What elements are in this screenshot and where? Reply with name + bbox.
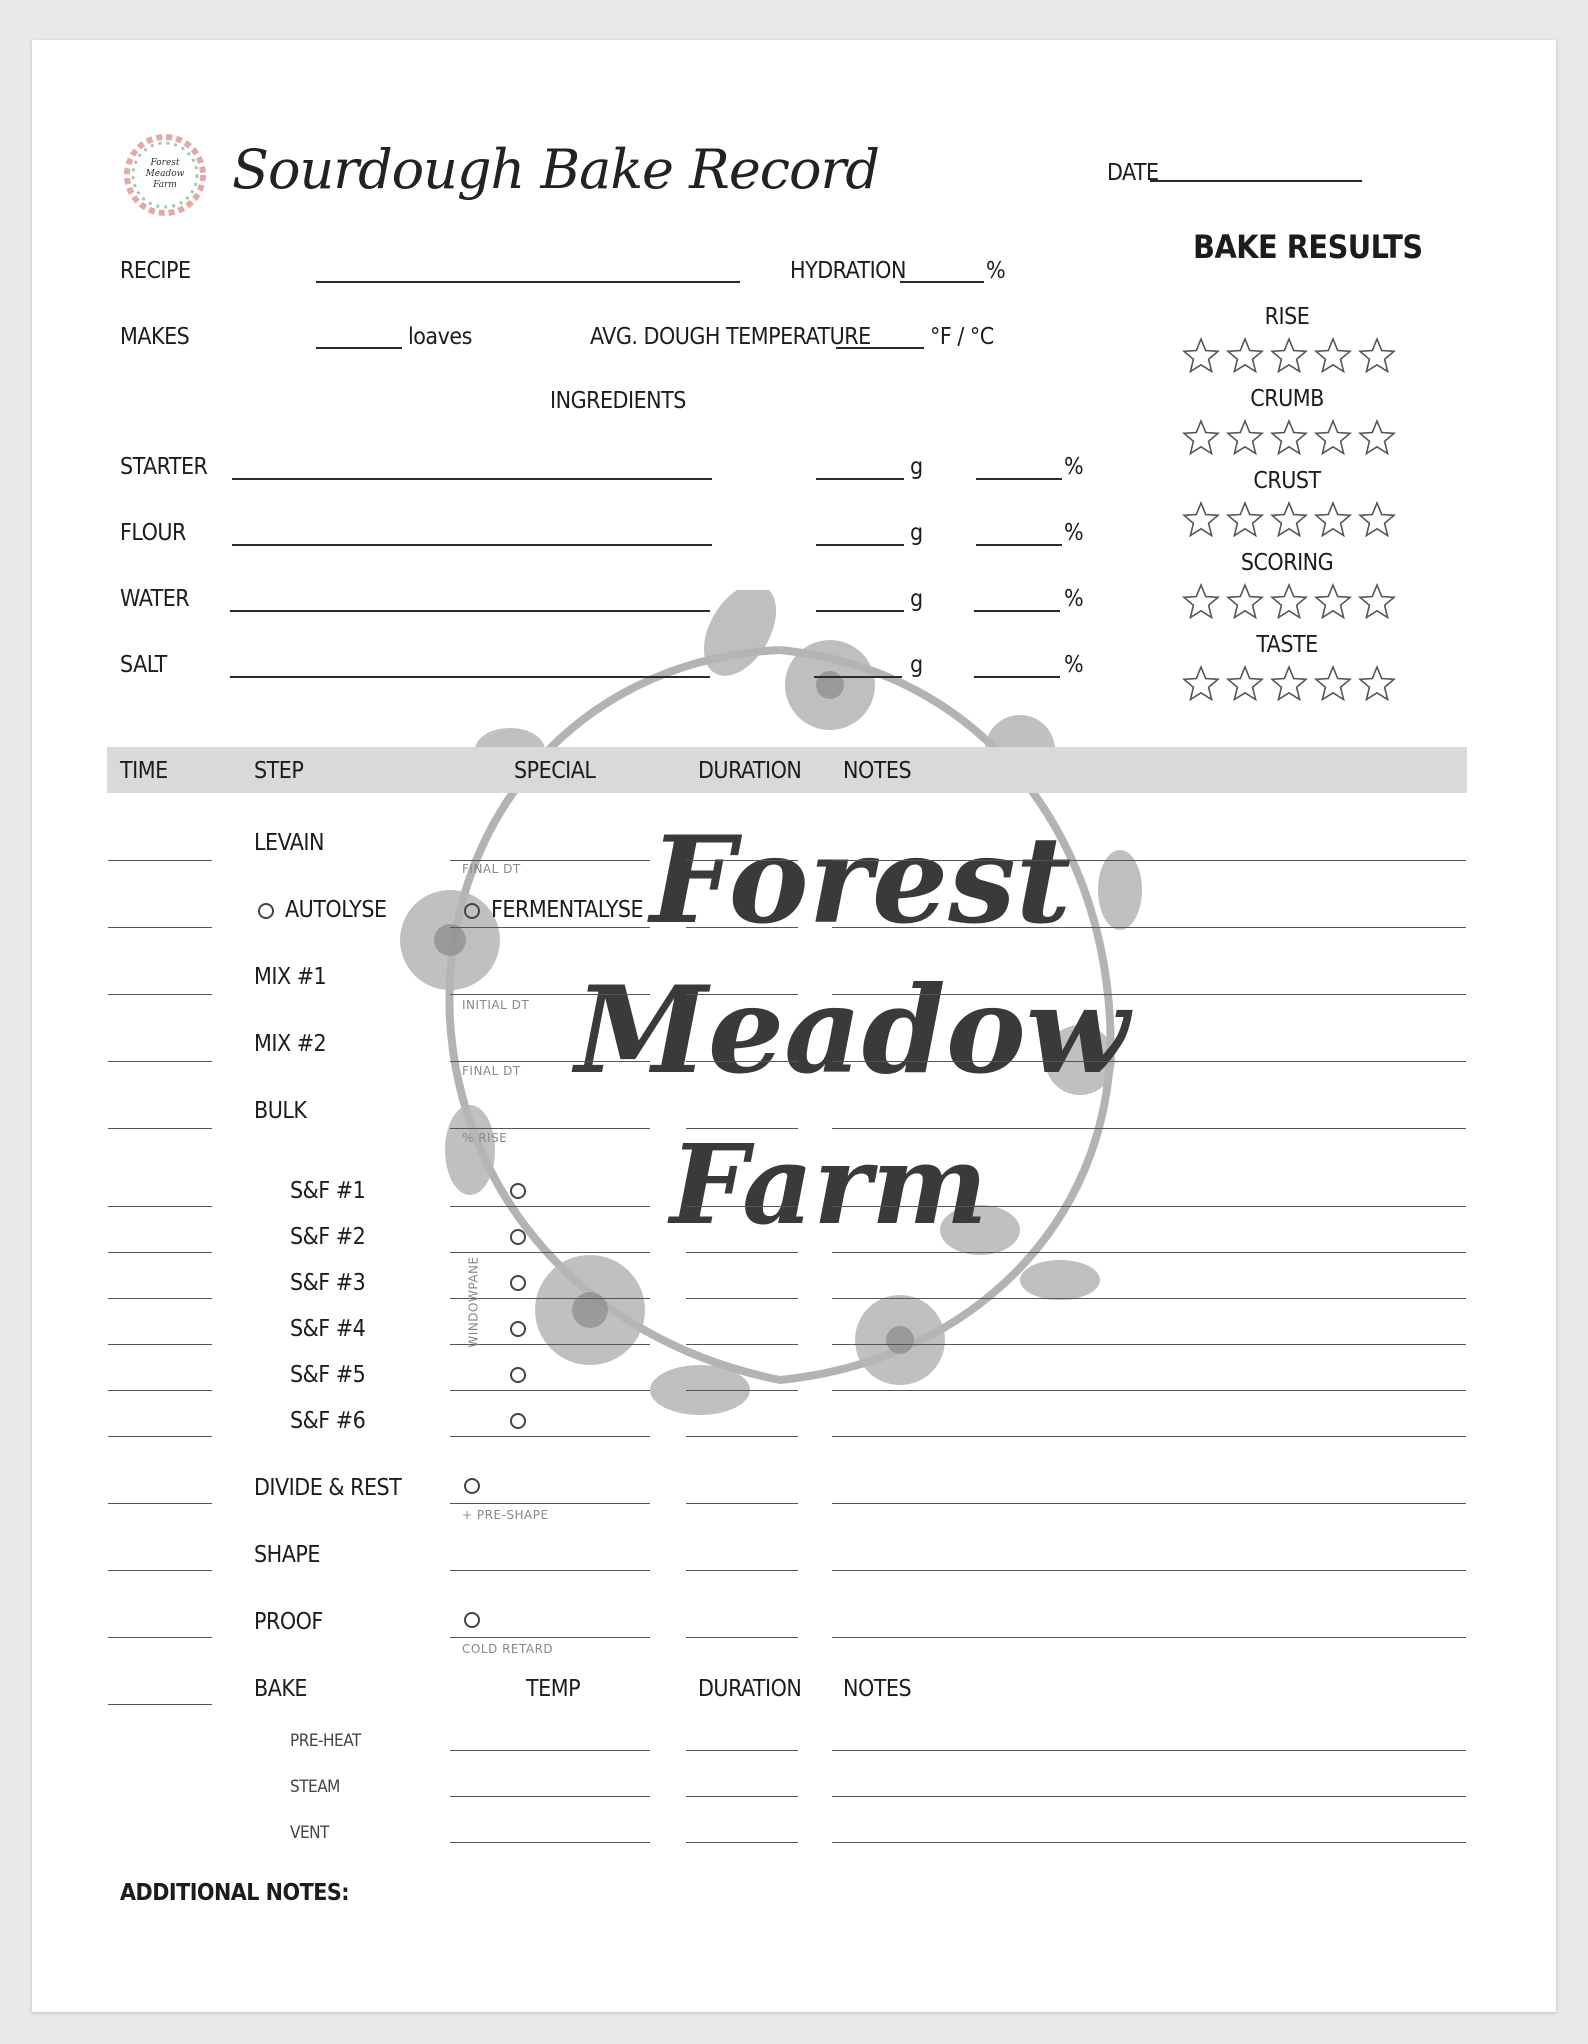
star-icon[interactable] (1313, 500, 1353, 540)
step-sf: S&F #2 (290, 1224, 366, 1250)
time-field[interactable] (108, 1570, 212, 1571)
notes-field[interactable] (832, 1390, 1466, 1391)
duration-field[interactable] (686, 1796, 798, 1797)
grams-unit: g (910, 520, 923, 546)
time-field[interactable] (108, 1637, 212, 1638)
star-icon[interactable] (1225, 500, 1265, 540)
col-duration: DURATION (698, 758, 802, 784)
star-icon[interactable] (1181, 418, 1221, 458)
notes-field[interactable] (832, 1503, 1466, 1504)
pct-unit: % (1064, 586, 1084, 612)
recipe-field[interactable] (316, 281, 740, 283)
notes-field[interactable] (832, 860, 1466, 861)
rating-stars-crumb (1181, 418, 1397, 458)
hydration-unit: % (986, 258, 1006, 284)
star-icon[interactable] (1225, 336, 1265, 376)
fermentalyse-checkbox[interactable] (464, 903, 480, 919)
duration-field[interactable] (686, 1637, 798, 1638)
special-field[interactable] (450, 1503, 650, 1504)
levain-note: FINAL DT (462, 862, 521, 876)
hydration-label: HYDRATION (790, 258, 906, 284)
grams-unit: g (910, 454, 923, 480)
ingredient-grams-field[interactable] (816, 610, 904, 612)
step-divide: DIVIDE & REST (254, 1475, 402, 1501)
windowpane-checkbox[interactable] (510, 1367, 526, 1383)
ingredient-pct-field[interactable] (976, 478, 1062, 480)
rating-label-rise: RISE (1264, 304, 1310, 330)
windowpane-checkbox[interactable] (510, 1413, 526, 1429)
bake-results-heading: BAKE RESULTS (1193, 228, 1423, 266)
star-icon[interactable] (1357, 418, 1397, 458)
ingredient-name-field[interactable] (230, 676, 710, 678)
special-field[interactable] (450, 994, 650, 995)
ingredient-name-field[interactable] (232, 478, 712, 480)
ingredient-grams-field[interactable] (816, 478, 904, 480)
ingredient-label: FLOUR (120, 520, 186, 546)
notes-field[interactable] (832, 927, 1466, 928)
time-field[interactable] (108, 1503, 212, 1504)
duration-field[interactable] (686, 1252, 798, 1253)
pct-unit: % (1064, 520, 1084, 546)
avg-temp-field[interactable] (836, 347, 924, 349)
time-field[interactable] (108, 1436, 212, 1437)
ingredient-name-field[interactable] (232, 544, 712, 546)
windowpane-checkbox[interactable] (510, 1275, 526, 1291)
temp-field[interactable] (450, 1842, 650, 1843)
step-sf: S&F #3 (290, 1270, 366, 1296)
step-sf: S&F #1 (290, 1178, 366, 1204)
bake-col-duration: DURATION (698, 1676, 802, 1702)
duration-field[interactable] (686, 1128, 798, 1129)
avg-temp-label: AVG. DOUGH TEMPERATURE (590, 324, 871, 350)
special-field[interactable] (450, 1570, 650, 1571)
makes-unit: loaves (408, 324, 472, 350)
ingredient-pct-field[interactable] (974, 610, 1060, 612)
special-field[interactable] (450, 927, 650, 928)
rating-label-crumb: CRUMB (1250, 386, 1324, 412)
duration-field[interactable] (686, 1750, 798, 1751)
rating-stars-scoring (1181, 582, 1397, 622)
mix1-note: INITIAL DT (462, 998, 530, 1012)
step-bake: BAKE (254, 1676, 307, 1702)
date-label: DATE (1107, 160, 1159, 186)
duration-field[interactable] (686, 994, 798, 995)
time-field[interactable] (108, 927, 212, 928)
hydration-field[interactable] (900, 281, 984, 283)
duration-field[interactable] (686, 1503, 798, 1504)
notes-field[interactable] (832, 1796, 1466, 1797)
star-icon[interactable] (1313, 664, 1353, 704)
step-bulk: BULK (254, 1098, 307, 1124)
time-field[interactable] (108, 1390, 212, 1391)
date-field[interactable] (1150, 180, 1362, 182)
ingredient-pct-field[interactable] (974, 676, 1060, 678)
grams-unit: g (910, 586, 923, 612)
star-icon[interactable] (1225, 418, 1265, 458)
rating-stars-taste (1181, 664, 1397, 704)
cold-retard-checkbox[interactable] (464, 1612, 480, 1628)
duration-field[interactable] (686, 1390, 798, 1391)
col-time: TIME (120, 758, 168, 784)
time-field[interactable] (108, 1298, 212, 1299)
ingredient-grams-field[interactable] (814, 676, 902, 678)
notes-field[interactable] (832, 1570, 1466, 1571)
notes-field[interactable] (832, 1061, 1466, 1062)
special-field[interactable] (450, 860, 650, 861)
rating-label-crust: CRUST (1253, 468, 1321, 494)
special-field[interactable] (450, 1436, 650, 1437)
notes-field[interactable] (832, 1842, 1466, 1843)
step-levain: LEVAIN (254, 830, 324, 856)
duration-field[interactable] (686, 1436, 798, 1437)
windowpane-checkbox[interactable] (510, 1321, 526, 1337)
pct-unit: % (1064, 454, 1084, 480)
step-proof: PROOF (254, 1609, 323, 1635)
duration-field[interactable] (686, 927, 798, 928)
temp-field[interactable] (450, 1750, 650, 1751)
mix2-note: FINAL DT (462, 1064, 521, 1078)
ingredient-pct-field[interactable] (976, 544, 1062, 546)
special-field[interactable] (450, 1252, 650, 1253)
ingredients-heading: INGREDIENTS (550, 388, 686, 414)
autolyse-checkbox[interactable] (258, 903, 274, 919)
notes-field[interactable] (832, 1252, 1466, 1253)
notes-field[interactable] (832, 1206, 1466, 1207)
ingredient-name-field[interactable] (230, 610, 710, 612)
duration-field[interactable] (686, 1298, 798, 1299)
bake-row-label: STEAM (290, 1777, 340, 1797)
temp-field[interactable] (450, 1796, 650, 1797)
time-field[interactable] (108, 994, 212, 995)
additional-notes-label: ADDITIONAL NOTES: (120, 1880, 350, 1906)
windowpane-checkbox[interactable] (510, 1183, 526, 1199)
star-icon[interactable] (1357, 582, 1397, 622)
watermark-line-2: Meadow (575, 960, 1130, 1101)
time-field[interactable] (108, 1344, 212, 1345)
logo-text: Forest Meadow Farm (145, 158, 185, 190)
col-step: STEP (254, 758, 304, 784)
bake-col-notes: NOTES (843, 1676, 912, 1702)
bulk-note: % RISE (462, 1131, 508, 1145)
star-icon[interactable] (1357, 500, 1397, 540)
time-field[interactable] (108, 1206, 212, 1207)
notes-field[interactable] (832, 994, 1466, 995)
star-icon[interactable] (1269, 418, 1309, 458)
star-icon[interactable] (1269, 336, 1309, 376)
time-field[interactable] (108, 1704, 212, 1705)
duration-field[interactable] (686, 1344, 798, 1345)
special-field[interactable] (450, 1390, 650, 1391)
duration-field[interactable] (686, 1061, 798, 1062)
time-field[interactable] (108, 860, 212, 861)
notes-field[interactable] (832, 1436, 1466, 1437)
star-icon[interactable] (1225, 664, 1265, 704)
star-icon[interactable] (1313, 582, 1353, 622)
step-sf: S&F #4 (290, 1316, 366, 1342)
special-field[interactable] (450, 1061, 650, 1062)
col-special: SPECIAL (514, 758, 596, 784)
bake-row-label: VENT (290, 1823, 329, 1843)
duration-field[interactable] (686, 1206, 798, 1207)
star-icon[interactable] (1313, 336, 1353, 376)
duration-field[interactable] (686, 1570, 798, 1571)
rating-stars-crust (1181, 500, 1397, 540)
duration-field[interactable] (686, 1842, 798, 1843)
makes-field[interactable] (316, 347, 402, 349)
pct-unit: % (1064, 652, 1084, 678)
step-sf: S&F #5 (290, 1362, 366, 1388)
time-field[interactable] (108, 1252, 212, 1253)
rating-stars-rise (1181, 336, 1397, 376)
makes-label: MAKES (120, 324, 190, 350)
watermark-line-1: Forest (650, 810, 1072, 951)
star-icon[interactable] (1357, 664, 1397, 704)
special-field[interactable] (450, 1206, 650, 1207)
windowpane-note: WINDOWPANE (466, 1256, 481, 1348)
ingredient-label: WATER (120, 586, 190, 612)
step-mix-2: MIX #2 (254, 1031, 327, 1057)
star-icon[interactable] (1313, 418, 1353, 458)
rating-label-scoring: SCORING (1240, 550, 1334, 576)
grams-unit: g (910, 652, 923, 678)
notes-field[interactable] (832, 1298, 1466, 1299)
star-icon[interactable] (1225, 582, 1265, 622)
star-icon[interactable] (1181, 336, 1221, 376)
ingredient-label: STARTER (120, 454, 208, 480)
ingredient-label: SALT (120, 652, 167, 678)
time-field[interactable] (108, 1128, 212, 1129)
proof-note: COLD RETARD (462, 1642, 554, 1656)
special-field[interactable] (450, 1637, 650, 1638)
page-title: Sourdough Bake Record (232, 138, 879, 201)
star-icon[interactable] (1269, 664, 1309, 704)
star-icon[interactable] (1181, 582, 1221, 622)
step-autolyse: AUTOLYSE (285, 897, 387, 923)
col-notes: NOTES (843, 758, 912, 784)
notes-field[interactable] (832, 1637, 1466, 1638)
divide-note: + PRE-SHAPE (462, 1508, 549, 1522)
time-field[interactable] (108, 1061, 212, 1062)
notes-field[interactable] (832, 1750, 1466, 1751)
pre-shape-checkbox[interactable] (464, 1478, 480, 1494)
step-mix-1: MIX #1 (254, 964, 327, 990)
star-icon[interactable] (1269, 500, 1309, 540)
windowpane-checkbox[interactable] (510, 1229, 526, 1245)
notes-field[interactable] (832, 1344, 1466, 1345)
step-sf: S&F #6 (290, 1408, 366, 1434)
star-icon[interactable] (1181, 664, 1221, 704)
rating-label-taste: TASTE (1256, 632, 1318, 658)
duration-field[interactable] (686, 860, 798, 861)
notes-field[interactable] (832, 1128, 1466, 1129)
step-fermentalyse: FERMENTALYSE (491, 897, 644, 923)
star-icon[interactable] (1269, 582, 1309, 622)
watermark-line-3: Farm (670, 1120, 988, 1249)
avg-temp-unit: °F / °C (930, 324, 994, 350)
star-icon[interactable] (1181, 500, 1221, 540)
bake-row-label: PRE-HEAT (290, 1731, 361, 1751)
step-shape: SHAPE (254, 1542, 320, 1568)
special-field[interactable] (450, 1128, 650, 1129)
bake-col-temp: TEMP (526, 1676, 581, 1702)
ingredient-grams-field[interactable] (816, 544, 904, 546)
star-icon[interactable] (1357, 336, 1397, 376)
recipe-label: RECIPE (120, 258, 191, 284)
